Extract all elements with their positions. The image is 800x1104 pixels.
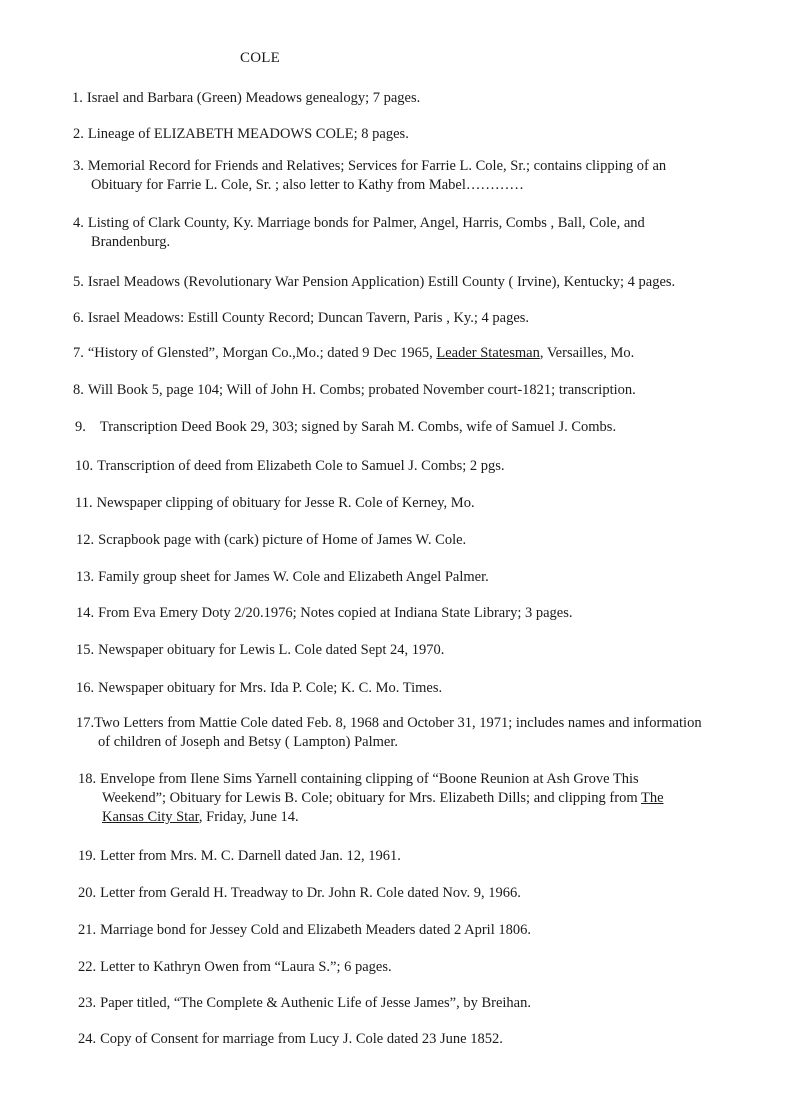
item-number: 5. [73, 274, 84, 290]
item-text-line2: Obituary for Farrie L. Cole, Sr. ; also letter to Kathy from Mabel………… [91, 177, 524, 193]
list-item-13 [76, 568, 489, 587]
item-number: 22. [78, 959, 97, 975]
publication-title-part2: Kansas City Star [102, 809, 199, 825]
item-text-line1: Envelope from Ilene Sims Yarnell containing clipping of “Boone Reunion at Ash Grove This [100, 771, 639, 787]
list-item-20 [78, 884, 521, 903]
item-text-line2-pre: Weekend”; Obituary for Lewis B. Cole; obituary for Mrs. Elizabeth Dills; and clipping from [102, 790, 641, 806]
item-number: 17. [76, 715, 95, 731]
item-text: Lineage of ELIZABETH MEADOWS COLE; 8 pages. [87, 126, 409, 142]
list-item-9 [75, 418, 616, 437]
list-item-1 [72, 89, 420, 108]
list-item-16 [76, 679, 442, 698]
list-item-7 [73, 344, 634, 363]
item-text-line1: Listing of Clark County, Ky. Marriage bonds for Palmer, Angel, Harris, Combs , Ball, Cole, and [87, 215, 645, 231]
list-item-24 [78, 1030, 503, 1049]
item-number: 11. [75, 495, 93, 511]
list-item-17 [76, 714, 702, 752]
item-number: 2. [73, 126, 84, 142]
item-text-line3-post: , Friday, June 14. [198, 809, 299, 825]
item-text: Transcription Deed Book 29, 303; signed by Sarah M. Combs, wife of Samuel J. Combs. [99, 419, 617, 435]
item-text: Copy of Consent for marriage from Lucy J. Cole dated 23 June 1852. [100, 1031, 503, 1047]
item-number: 1. [72, 90, 83, 106]
item-text: Newspaper obituary for Mrs. Ida P. Cole; K. C. Mo. Times. [98, 680, 443, 696]
list-item-4 [73, 214, 645, 252]
item-number: 20. [78, 885, 97, 901]
page-title: COLE [240, 50, 280, 66]
list-item-8 [73, 381, 636, 400]
item-text: Paper titled, “The Complete & Authenic Life of Jesse James”, by Breihan. [100, 995, 531, 1011]
item-number: 14. [76, 605, 95, 621]
item-text: Newspaper obituary for Lewis L. Cole dated Sept 24, 1970. [98, 642, 445, 658]
publication-title: Leader Statesman [436, 345, 540, 361]
item-text: Will Book 5, page 104; Will of John H. Combs; probated November court-1821; transcription. [87, 382, 636, 398]
item-text-pre: “History of Glensted”, Morgan Co.,Mo.; dated 9 Dec 1965, [87, 345, 437, 361]
list-item-14 [76, 604, 572, 623]
item-number: 12. [76, 532, 95, 548]
item-text: Israel Meadows (Revolutionary War Pension Application) Estill County ( Irvine), Kentucky; 4 pages. [87, 274, 676, 290]
list-item-2 [73, 125, 409, 144]
item-text-line2: Brandenburg. [91, 234, 171, 250]
list-item-15 [76, 641, 444, 660]
list-item-19 [78, 847, 401, 866]
item-text: Transcription of deed from Elizabeth Cole to Samuel J. Combs; 2 pgs. [97, 458, 505, 474]
item-number: 4. [73, 215, 84, 231]
list-item-22 [78, 958, 392, 977]
item-text: Israel and Barbara (Green) Meadows genealogy; 7 pages. [86, 90, 421, 106]
item-number: 15. [76, 642, 95, 658]
item-text: Marriage bond for Jessey Cold and Elizabeth Meaders dated 2 April 1806. [100, 922, 531, 938]
list-item-5 [73, 273, 675, 292]
item-text: Letter from Gerald H. Treadway to Dr. John R. Cole dated Nov. 9, 1966. [100, 885, 521, 901]
list-item-10 [75, 457, 505, 476]
item-text: Newspaper clipping of obituary for Jesse R. Cole of Kerney, Mo. [96, 495, 475, 511]
item-text-line2: of children of Joseph and Betsy ( Lampton) Palmer. [98, 734, 399, 750]
list-item-3 [73, 157, 666, 195]
publication-title-part1: The [640, 790, 664, 806]
item-text-post: , Versailles, Mo. [539, 345, 635, 361]
list-item-12 [76, 531, 466, 550]
item-text: From Eva Emery Doty 2/20.1976; Notes copied at Indiana State Library; 3 pages. [98, 605, 573, 621]
item-text-line2 [78, 789, 664, 808]
item-text-line1: Two Letters from Mattie Cole dated Feb. 8, 1968 and October 31, 1971; includes names and information [94, 715, 702, 731]
item-text-line1: Memorial Record for Friends and Relatives; Services for Farrie L. Cole, Sr.; contains clipping of an [87, 158, 667, 174]
item-number: 8. [73, 382, 84, 398]
item-number: 7. [73, 345, 84, 361]
item-number: 9. [75, 419, 86, 435]
item-text: Letter from Mrs. M. C. Darnell dated Jan. 12, 1961. [100, 848, 401, 864]
item-number: 18. [78, 771, 97, 787]
item-number: 13. [76, 569, 95, 585]
item-number: 21. [78, 922, 97, 938]
item-number: 23. [78, 995, 97, 1011]
item-text: Letter to Kathryn Owen from “Laura S.”; 6 pages. [100, 959, 392, 975]
list-item-21 [78, 921, 531, 940]
item-number: 6. [73, 310, 84, 326]
item-text: Israel Meadows: Estill County Record; Duncan Tavern, Paris , Ky.; 4 pages. [87, 310, 530, 326]
item-text: Family group sheet for James W. Cole and Elizabeth Angel Palmer. [98, 569, 489, 585]
item-text: Scrapbook page with (cark) picture of Home of James W. Cole. [98, 532, 467, 548]
list-item-11 [75, 494, 475, 513]
list-item-18 [78, 770, 664, 827]
list-item-6 [73, 309, 529, 328]
item-number: 3. [73, 158, 84, 174]
item-number: 16. [76, 680, 95, 696]
item-number: 19. [78, 848, 97, 864]
item-number: 24. [78, 1031, 97, 1047]
item-text-line3 [78, 808, 664, 827]
list-item-23 [78, 994, 531, 1013]
item-number: 10. [75, 458, 94, 474]
